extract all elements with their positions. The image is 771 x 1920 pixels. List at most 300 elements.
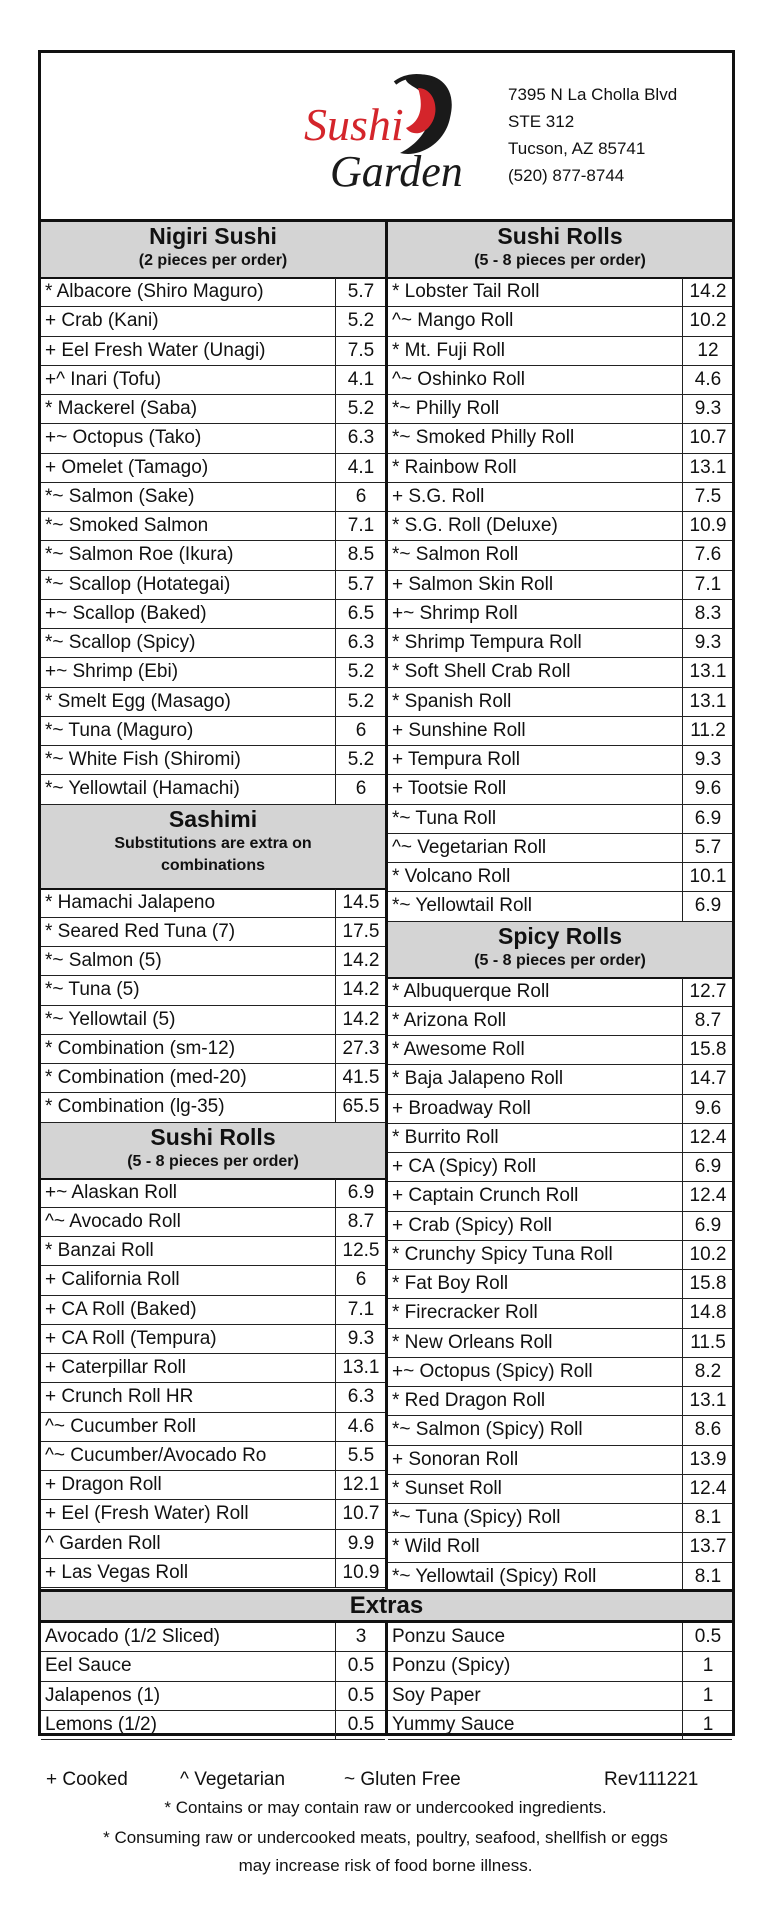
sushi-rolls-left-section-subtitle: (5 - 8 pieces per order) xyxy=(127,1152,299,1170)
logo-word-garden: Garden xyxy=(330,147,463,196)
sushi-roll-row xyxy=(41,1296,385,1325)
item-name: + Tempura Roll xyxy=(392,749,520,770)
item-price: 11.5 xyxy=(682,1329,733,1357)
item-price: 0.5 xyxy=(682,1623,733,1651)
item-name: * New Orleans Roll xyxy=(392,1331,553,1353)
item-price: 17.5 xyxy=(335,918,386,946)
item-price: 15.8 xyxy=(682,1270,733,1298)
address-street: 7395 N La Cholla Blvd xyxy=(508,85,678,104)
item-price: 13.1 xyxy=(682,688,733,716)
nigiri-section-subtitle: (2 pieces per order) xyxy=(138,252,288,269)
item-name: *~ Salmon (Sake) xyxy=(45,485,195,507)
item-name: ^~ Cucumber Roll xyxy=(45,1415,196,1437)
item-name: * Fat Boy Roll xyxy=(392,1273,509,1294)
item-name: * Mt. Fuji Roll xyxy=(392,339,505,361)
item-price: 6.3 xyxy=(335,1383,386,1411)
item-price: 3 xyxy=(335,1623,386,1651)
item-name: Soy Paper xyxy=(392,1684,481,1706)
item-price: 8.7 xyxy=(682,1007,733,1035)
legend-vegetarian: ^ Vegetarian xyxy=(180,1769,286,1790)
extras-right-row xyxy=(388,1652,732,1681)
item-price: 4.1 xyxy=(335,366,386,394)
item-name: +~ Scallop (Baked) xyxy=(45,602,207,624)
item-price: 14.2 xyxy=(335,976,386,1004)
item-name: + CA (Spicy) Roll xyxy=(392,1156,537,1177)
sushi-roll-row xyxy=(41,1179,385,1208)
item-price: 5.2 xyxy=(335,307,386,335)
nigiri-row xyxy=(41,541,385,570)
sushi-roll-row xyxy=(41,1442,385,1471)
extras-right-row xyxy=(388,1711,732,1740)
item-name: + Salmon Skin Roll xyxy=(392,573,554,595)
item-name: + Crab (Kani) xyxy=(45,310,159,332)
extras-right-row xyxy=(388,1682,732,1711)
item-name: + Sonoran Roll xyxy=(392,1448,519,1470)
item-name: * Arizona Roll xyxy=(392,1009,507,1031)
spicy-roll-row xyxy=(388,1065,732,1094)
sushi-rolls-right-section-subtitle: (5 - 8 pieces per order) xyxy=(474,252,646,269)
item-name: * Baja Jalapeno Roll xyxy=(392,1068,564,1090)
nigiri-row xyxy=(41,512,385,541)
sushi-roll-row xyxy=(41,1354,385,1383)
sushi-roll-row xyxy=(388,775,732,804)
sushi-garden-logo xyxy=(300,58,470,208)
item-name: + Dragon Roll xyxy=(45,1474,162,1495)
item-price: 14.2 xyxy=(335,1006,386,1034)
item-price: 12 xyxy=(682,337,733,365)
item-price: 14.2 xyxy=(682,278,733,306)
sushi-roll-row xyxy=(388,805,732,834)
item-price: 9.6 xyxy=(682,1095,733,1123)
item-price: 1 xyxy=(682,1682,733,1710)
nigiri-row xyxy=(41,366,385,395)
sashimi-row xyxy=(41,1035,385,1064)
item-price: 6 xyxy=(335,775,386,803)
item-price: 10.9 xyxy=(682,512,733,540)
item-name: * Mackerel (Saba) xyxy=(45,398,198,419)
nigiri-row xyxy=(41,746,385,775)
sushi-roll-row xyxy=(388,717,732,746)
spicy-rolls-section-header xyxy=(388,922,732,978)
disclaimer-foodborne: may increase risk of food borne illness. xyxy=(238,1856,533,1875)
item-name: + Omelet (Tamago) xyxy=(45,456,209,478)
spicy-roll-row xyxy=(388,1153,732,1182)
nigiri-section-header xyxy=(41,222,385,278)
spicy-roll-row xyxy=(388,1182,732,1211)
item-price: 11.2 xyxy=(682,717,733,745)
sushi-rolls-left-section-header xyxy=(41,1123,385,1179)
item-price: 0.5 xyxy=(335,1652,386,1680)
item-price: 8.1 xyxy=(682,1563,733,1591)
sushi-roll-row xyxy=(388,454,732,483)
disclaimer-raw-ingredients: * Contains or may contain raw or undercooked ingredients. xyxy=(164,1798,607,1817)
item-name: Avocado (1/2 Sliced) xyxy=(45,1626,220,1647)
item-price: 5.2 xyxy=(335,658,386,686)
nigiri-section-title: Nigiri Sushi xyxy=(149,223,277,249)
item-price: 12.7 xyxy=(682,978,733,1006)
extras-left-row xyxy=(41,1623,385,1652)
item-name: * Combination (sm-12) xyxy=(45,1037,236,1059)
item-name: + CA Roll (Baked) xyxy=(45,1298,197,1320)
item-name: + Crunch Roll HR xyxy=(45,1386,194,1408)
item-price: 6.3 xyxy=(335,629,386,657)
address-city: Tucson, AZ 85741 xyxy=(508,139,646,158)
item-price: 5.7 xyxy=(335,278,386,306)
item-name: +~ Shrimp Roll xyxy=(392,602,518,624)
logo-word-sushi: Sushi xyxy=(304,99,404,150)
sushi-roll-row xyxy=(388,600,732,629)
sushi-roll-row xyxy=(41,1559,385,1588)
item-name: + Captain Crunch Roll xyxy=(392,1185,579,1207)
item-name: * Spanish Roll xyxy=(392,690,512,712)
sushi-roll-row xyxy=(41,1530,385,1559)
item-price: 6.3 xyxy=(335,424,386,452)
nigiri-row xyxy=(41,658,385,687)
item-name: *~ Smoked Salmon xyxy=(45,515,209,536)
item-name: * Albacore (Shiro Maguro) xyxy=(45,281,264,302)
item-name: Lemons (1/2) xyxy=(45,1713,157,1735)
item-price: 5.2 xyxy=(335,395,386,423)
item-name: *~ Tuna (5) xyxy=(45,979,140,1001)
nigiri-row xyxy=(41,424,385,453)
sashimi-section-title: Sashimi xyxy=(168,805,258,832)
sushi-roll-row xyxy=(41,1325,385,1354)
sashimi-section-header xyxy=(41,805,385,889)
nigiri-row xyxy=(41,688,385,717)
item-name: *~ Yellowtail (Hamachi) xyxy=(45,778,240,800)
item-name: *~ Yellowtail Roll xyxy=(392,895,532,917)
item-name: * Banzai Roll xyxy=(45,1240,154,1261)
item-name: + Eel (Fresh Water) Roll xyxy=(45,1503,249,1525)
sashimi-section-subtitle: Substitutions are extra on xyxy=(114,834,312,852)
extras-left-row xyxy=(41,1652,385,1681)
item-price: 8.3 xyxy=(682,600,733,628)
sashimi-row xyxy=(41,976,385,1005)
item-name: Ponzu (Spicy) xyxy=(392,1655,511,1677)
item-name: * Rainbow Roll xyxy=(392,456,517,478)
extras-left-row xyxy=(41,1682,385,1711)
item-price: 8.2 xyxy=(682,1358,733,1386)
sashimi-row xyxy=(41,889,385,918)
spicy-roll-row xyxy=(388,1124,732,1153)
extras-top-rule xyxy=(41,1589,732,1592)
item-name: + Tootsie Roll xyxy=(392,778,507,800)
item-name: *~ Scallop (Spicy) xyxy=(45,632,196,653)
item-price: 7.1 xyxy=(335,1296,386,1324)
item-price: 5.2 xyxy=(335,688,386,716)
item-price: 6.9 xyxy=(682,1153,733,1181)
item-price: 12.5 xyxy=(335,1237,386,1265)
spicy-roll-row xyxy=(388,1007,732,1036)
spicy-roll-row xyxy=(388,1036,732,1065)
item-price: 6 xyxy=(335,1266,386,1294)
item-price: 5.7 xyxy=(335,571,386,599)
item-price: 8.1 xyxy=(682,1504,733,1532)
item-price: 12.1 xyxy=(335,1471,386,1499)
spicy-roll-row xyxy=(388,1446,732,1475)
revision-code: Rev111221 xyxy=(604,1769,699,1790)
sushi-roll-row xyxy=(388,395,732,424)
item-price: 9.9 xyxy=(335,1530,386,1558)
item-price: 14.8 xyxy=(682,1299,733,1327)
sushi-roll-row xyxy=(388,366,732,395)
sushi-roll-row xyxy=(388,424,732,453)
item-name: * Combination (lg-35) xyxy=(45,1096,225,1118)
item-name: * Shrimp Tempura Roll xyxy=(392,632,582,653)
spicy-rolls-section-subtitle: (5 - 8 pieces per order) xyxy=(474,951,646,969)
item-name: * Volcano Roll xyxy=(392,866,511,887)
item-price: 12.4 xyxy=(682,1475,733,1503)
nigiri-row xyxy=(41,600,385,629)
item-name: + Eel Fresh Water (Unagi) xyxy=(45,339,266,361)
sushi-roll-row xyxy=(388,541,732,570)
item-price: 7.6 xyxy=(682,541,733,569)
spicy-roll-row xyxy=(388,1416,732,1445)
item-price: 5.5 xyxy=(335,1442,386,1470)
item-name: *~ Philly Roll xyxy=(392,398,500,419)
spicy-roll-row xyxy=(388,1212,732,1241)
sushi-roll-row xyxy=(41,1413,385,1442)
legend-cooked: + Cooked xyxy=(46,1769,128,1790)
spicy-roll-row xyxy=(388,1533,732,1562)
disclaimer-consuming-raw: * Consuming raw or undercooked meats, poultry, seafood, shellfish or eggs xyxy=(103,1828,668,1847)
item-name: ^~ Mango Roll xyxy=(392,310,514,332)
item-price: 12.4 xyxy=(682,1124,733,1152)
sashimi-row xyxy=(41,1006,385,1035)
item-price: 0.5 xyxy=(335,1711,386,1739)
sushi-roll-row xyxy=(41,1237,385,1266)
spicy-roll-row xyxy=(388,1270,732,1299)
spicy-roll-row xyxy=(388,1563,732,1592)
spicy-rolls-section-title: Spicy Rolls xyxy=(498,922,622,949)
item-name: *~ Scallop (Hotategai) xyxy=(45,573,231,595)
item-price: 41.5 xyxy=(335,1064,386,1092)
spicy-roll-row xyxy=(388,1299,732,1328)
item-price: 4.1 xyxy=(335,454,386,482)
spicy-roll-row xyxy=(388,1358,732,1387)
item-price: 8.6 xyxy=(682,1416,733,1444)
extras-section-header xyxy=(41,1592,732,1620)
item-price: 6.9 xyxy=(682,892,733,920)
item-price: 9.3 xyxy=(682,629,733,657)
item-price: 13.1 xyxy=(335,1354,386,1382)
item-name: * Combination (med-20) xyxy=(45,1067,247,1088)
menu-header xyxy=(41,53,732,222)
item-price: 10.7 xyxy=(335,1500,386,1528)
item-name: * Red Dragon Roll xyxy=(392,1390,546,1411)
item-name: * Firecracker Roll xyxy=(392,1302,538,1324)
item-price: 0.5 xyxy=(335,1682,386,1710)
sushi-roll-row xyxy=(388,834,732,863)
nigiri-row xyxy=(41,483,385,512)
item-price: 10.7 xyxy=(682,424,733,452)
sashimi-row xyxy=(41,947,385,976)
sushi-rolls-right-section-header xyxy=(388,222,732,278)
item-name: +^ Inari (Tofu) xyxy=(45,368,162,390)
item-name: + Sunshine Roll xyxy=(392,719,526,741)
sushi-roll-row xyxy=(388,483,732,512)
item-price: 7.5 xyxy=(682,483,733,511)
item-price: 10.9 xyxy=(335,1559,386,1587)
sashimi-row xyxy=(41,918,385,947)
item-name: +~ Octopus (Spicy) Roll xyxy=(392,1360,593,1382)
item-name: +~ Octopus (Tako) xyxy=(45,427,202,449)
item-price: 6.5 xyxy=(335,600,386,628)
sushi-roll-row xyxy=(388,307,732,336)
item-name: *~ Yellowtail (5) xyxy=(45,1008,176,1030)
item-price: 7.1 xyxy=(682,571,733,599)
sushi-rolls-left-section-title: Sushi Rolls xyxy=(150,1123,276,1150)
sushi-roll-row xyxy=(41,1500,385,1529)
sushi-roll-row xyxy=(388,278,732,307)
spicy-roll-row xyxy=(388,1475,732,1504)
item-name: *~ Salmon Roe (Ikura) xyxy=(45,544,234,566)
legend-gluten-free: ~ Gluten Free xyxy=(344,1769,461,1790)
sushi-roll-row xyxy=(388,746,732,775)
item-name: +~ Shrimp (Ebi) xyxy=(45,661,179,683)
sushi-roll-row xyxy=(388,337,732,366)
item-price: 7.1 xyxy=(335,512,386,540)
item-name: + Crab (Spicy) Roll xyxy=(392,1214,552,1236)
spicy-roll-row xyxy=(388,978,732,1007)
item-name: *~ Tuna (Spicy) Roll xyxy=(392,1507,561,1528)
item-price: 9.3 xyxy=(682,746,733,774)
item-price: 10.2 xyxy=(682,1241,733,1269)
nigiri-row xyxy=(41,717,385,746)
nigiri-row xyxy=(41,775,385,804)
item-name: + Caterpillar Roll xyxy=(45,1357,186,1378)
nigiri-row xyxy=(41,278,385,307)
item-name: *~ White Fish (Shiromi) xyxy=(45,749,241,770)
item-price: 14.5 xyxy=(335,889,386,917)
sushi-roll-row xyxy=(388,629,732,658)
spicy-roll-row xyxy=(388,1504,732,1533)
item-name: *~ Salmon (5) xyxy=(45,950,162,971)
sushi-rolls-right-section-title: Sushi Rolls xyxy=(497,223,623,249)
item-name: ^~ Vegetarian Roll xyxy=(392,836,547,858)
item-name: Jalapenos (1) xyxy=(45,1684,161,1706)
item-name: *~ Tuna Roll xyxy=(392,807,497,829)
item-price: 8.5 xyxy=(335,541,386,569)
item-name: * Wild Roll xyxy=(392,1536,480,1558)
item-name: * Crunchy Spicy Tuna Roll xyxy=(392,1243,613,1265)
nigiri-row xyxy=(41,395,385,424)
sashimi-row xyxy=(41,1093,385,1122)
item-price: 1 xyxy=(682,1711,733,1739)
item-price: 65.5 xyxy=(335,1093,386,1121)
address-phone: (520) 877-8744 xyxy=(508,166,625,185)
sushi-roll-row xyxy=(388,571,732,600)
extras-left-row xyxy=(41,1711,385,1740)
item-price: 8.7 xyxy=(335,1208,386,1236)
item-price: 10.2 xyxy=(682,307,733,335)
item-price: 15.8 xyxy=(682,1036,733,1064)
item-price: 6.9 xyxy=(682,1212,733,1240)
item-name: * Sunset Roll xyxy=(392,1477,502,1499)
item-price: 9.3 xyxy=(335,1325,386,1353)
nigiri-row xyxy=(41,337,385,366)
item-name: + Las Vegas Roll xyxy=(45,1561,189,1583)
item-name: *~ Tuna (Maguro) xyxy=(45,719,194,741)
item-name: + California Roll xyxy=(45,1269,180,1291)
item-name: Ponzu Sauce xyxy=(392,1626,506,1647)
sushi-roll-row xyxy=(41,1266,385,1295)
item-name: *~ Smoked Philly Roll xyxy=(392,427,575,449)
spicy-roll-row xyxy=(388,1387,732,1416)
item-price: 13.9 xyxy=(682,1446,733,1474)
extras-right-row xyxy=(388,1623,732,1652)
item-price: 5.7 xyxy=(682,834,733,862)
item-price: 13.1 xyxy=(682,658,733,686)
item-name: * S.G. Roll (Deluxe) xyxy=(392,515,558,536)
item-price: 1 xyxy=(682,1652,733,1680)
item-price: 27.3 xyxy=(335,1035,386,1063)
item-name: ^ Garden Roll xyxy=(45,1532,161,1554)
item-price: 10.1 xyxy=(682,863,733,891)
item-name: ^~ Avocado Roll xyxy=(45,1210,181,1232)
nigiri-row xyxy=(41,307,385,336)
sushi-roll-row xyxy=(388,658,732,687)
item-name: *~ Salmon Roll xyxy=(392,544,519,566)
item-name: * Awesome Roll xyxy=(392,1039,525,1060)
item-name: * Albuquerque Roll xyxy=(392,980,550,1002)
item-price: 13.7 xyxy=(682,1533,733,1561)
sashimi-section-subtitle: combinations xyxy=(160,856,265,874)
item-name: * Seared Red Tuna (7) xyxy=(45,920,236,942)
item-price: 4.6 xyxy=(335,1413,386,1441)
spicy-roll-row xyxy=(388,1095,732,1124)
item-name: + CA Roll (Tempura) xyxy=(45,1327,217,1349)
item-name: +~ Alaskan Roll xyxy=(45,1181,178,1203)
item-name: * Lobster Tail Roll xyxy=(392,281,540,302)
spicy-roll-row xyxy=(388,1241,732,1270)
nigiri-row xyxy=(41,454,385,483)
nigiri-row xyxy=(41,629,385,658)
item-price: 14.2 xyxy=(335,947,386,975)
item-name: Yummy Sauce xyxy=(392,1713,515,1735)
sushi-roll-row xyxy=(41,1471,385,1500)
item-price: 13.1 xyxy=(682,454,733,482)
item-price: 6 xyxy=(335,483,386,511)
item-name: + Broadway Roll xyxy=(392,1097,531,1119)
spicy-roll-row xyxy=(388,1329,732,1358)
sushi-roll-row xyxy=(388,892,732,921)
item-name: * Hamachi Jalapeno xyxy=(45,891,216,913)
item-price: 7.5 xyxy=(335,337,386,365)
extras-title: Extras xyxy=(349,1592,424,1619)
sushi-roll-row xyxy=(41,1208,385,1237)
item-name: ^~ Cucumber/Avocado Ro xyxy=(45,1444,267,1466)
item-name: + S.G. Roll xyxy=(392,485,485,507)
sushi-roll-row xyxy=(388,512,732,541)
item-name: * Burrito Roll xyxy=(392,1126,499,1148)
item-price: 6.9 xyxy=(335,1179,386,1207)
item-price: 12.4 xyxy=(682,1182,733,1210)
address-suite: STE 312 xyxy=(508,112,575,131)
item-name: *~ Salmon (Spicy) Roll xyxy=(392,1419,583,1441)
item-name: * Smelt Egg (Masago) xyxy=(45,690,231,712)
item-price: 6.9 xyxy=(682,805,733,833)
sushi-roll-row xyxy=(388,688,732,717)
item-name: *~ Yellowtail (Spicy) Roll xyxy=(392,1565,597,1587)
sushi-roll-row xyxy=(41,1383,385,1412)
sushi-roll-row xyxy=(388,863,732,892)
item-price: 6 xyxy=(335,717,386,745)
nigiri-row xyxy=(41,571,385,600)
item-price: 4.6 xyxy=(682,366,733,394)
item-price: 5.2 xyxy=(335,746,386,774)
item-name: ^~ Oshinko Roll xyxy=(392,368,525,390)
